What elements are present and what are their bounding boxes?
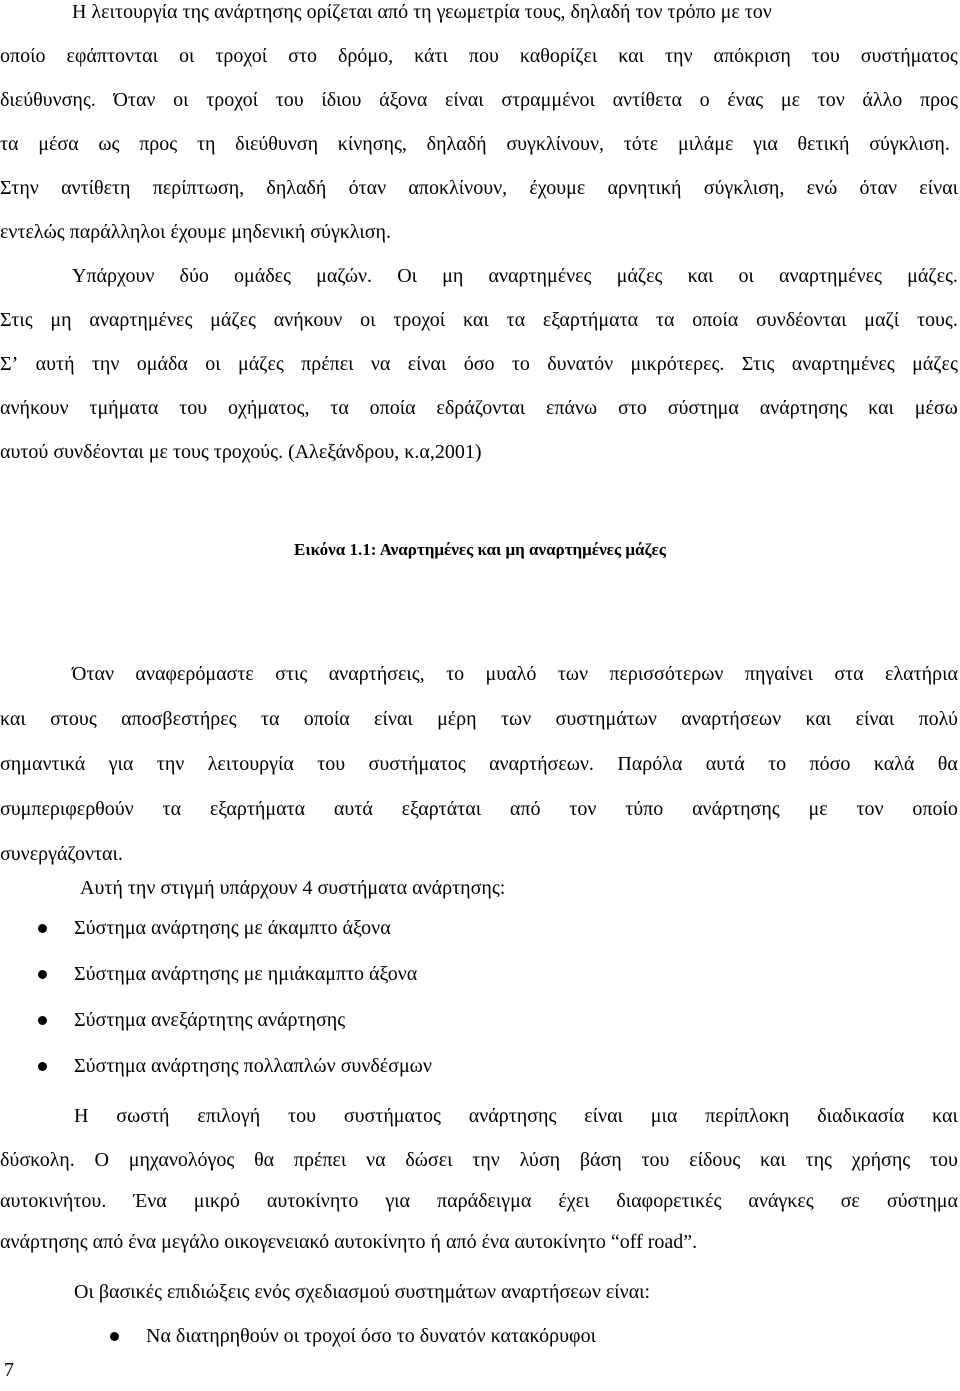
goals-item-label: Να διατηρηθούν οι τροχοί όσο το δυνατόν κατακόρυφοι <box>146 1325 596 1347</box>
word: όσο <box>463 353 495 375</box>
word: οι <box>360 309 376 331</box>
word: μικρό <box>193 1190 240 1212</box>
p4-line-3 <box>0 1189 958 1213</box>
word: τύπο <box>625 798 664 820</box>
word: και <box>618 45 645 67</box>
word: οποία <box>303 708 350 730</box>
p3-line-1 <box>72 662 958 686</box>
word: διεύθυνσης. <box>0 89 96 111</box>
word: με <box>808 798 828 820</box>
p3-line-2 <box>0 707 958 731</box>
word: να <box>370 353 391 375</box>
word: μη <box>50 309 72 331</box>
word: όταν <box>348 177 387 199</box>
word: καλά <box>873 753 915 775</box>
word: ο <box>699 89 710 111</box>
word: εξαρτήματα <box>209 798 306 820</box>
word: έχουμε <box>529 177 586 199</box>
word: εδράζονται <box>436 397 526 419</box>
word: ως <box>98 133 120 155</box>
page-number: 7 <box>4 1359 14 1381</box>
word: στους <box>50 708 97 730</box>
word: βάση <box>579 1149 622 1171</box>
word: Η <box>74 1105 89 1127</box>
word: και <box>932 1105 958 1127</box>
word: πόσο <box>809 753 851 775</box>
word: συστήματος <box>343 1105 441 1127</box>
word: της <box>805 1149 832 1171</box>
word: μέρη <box>437 708 477 730</box>
word: με <box>780 89 800 111</box>
word: σωστή <box>116 1105 170 1127</box>
p1-line-1: Η λειτουργία της ανάρτησης ορίζεται από τη γεωμετρία τους, δηλαδή τον τρόπο με τον <box>72 1 772 23</box>
word: τα <box>260 708 280 730</box>
word: δηλαδή <box>266 177 327 199</box>
p2-line-1 <box>72 264 958 288</box>
word: μη <box>442 265 464 287</box>
word: που <box>468 45 499 67</box>
word: διαφορετικές <box>616 1190 722 1212</box>
word: στο <box>618 397 647 419</box>
word: οποία <box>692 309 739 331</box>
word: τη <box>196 133 216 155</box>
word: τους. <box>916 309 958 331</box>
word: τον <box>817 89 845 111</box>
word: ομάδες <box>234 265 291 287</box>
word: σε <box>840 1190 860 1212</box>
bullet-icon <box>38 1062 47 1071</box>
word: οι <box>178 45 195 67</box>
word: στα <box>834 663 864 685</box>
word: είδους <box>689 1149 741 1171</box>
word: τον <box>856 798 884 820</box>
word: σύστημα <box>667 397 739 419</box>
word: μυαλό <box>485 663 537 685</box>
p1-line-6: εντελώς παράλληλοι έχουμε μηδενική σύγκλιση. <box>0 221 391 243</box>
word: αναρτήσεων <box>681 708 782 730</box>
word: αυτά <box>333 798 373 820</box>
p4-line-2 <box>0 1148 958 1172</box>
p1-line-5 <box>0 176 958 200</box>
word: τα <box>506 309 526 331</box>
word: είναι <box>444 89 484 111</box>
word: μάζες <box>210 309 256 331</box>
word: του <box>275 89 304 111</box>
word: και <box>0 708 26 730</box>
word: οποίο <box>912 798 958 820</box>
word: είναι <box>584 1105 623 1127</box>
word: τα <box>0 133 19 155</box>
word: είναι <box>374 708 413 730</box>
word: οποία <box>369 397 416 419</box>
word: μέσω <box>914 397 958 419</box>
word: σύστημα <box>886 1190 958 1212</box>
word: σημαντικά <box>0 753 86 775</box>
word: ένας <box>727 89 764 111</box>
word: τον <box>569 798 597 820</box>
word: συστημάτων <box>555 708 657 730</box>
word: των <box>500 708 532 730</box>
word: οχήματος, <box>227 397 310 419</box>
p4-line-4: ανάρτησης από ένα μεγάλο οικογενειακό αυτοκίνητο ή από ένα αυτοκίνητο “off road”. <box>0 1231 698 1253</box>
word: αναρτημένες <box>779 265 882 287</box>
word: μάζες <box>912 353 958 375</box>
word: δυνατόν <box>547 353 614 375</box>
word: προς <box>919 89 958 111</box>
word: ανάγκες <box>748 1190 814 1212</box>
word: την <box>156 753 185 775</box>
word: τα <box>655 309 675 331</box>
word: πρέπει <box>301 353 354 375</box>
word: οι <box>173 89 189 111</box>
word: τα <box>330 397 349 419</box>
word: ανάρτησης <box>692 798 780 820</box>
word: τότε <box>623 133 659 155</box>
word: του <box>811 45 840 67</box>
word: του <box>179 397 208 419</box>
word: Στην <box>0 177 39 199</box>
word: μάζες <box>237 353 284 375</box>
word: μάζες <box>616 265 663 287</box>
word: Ένα <box>133 1190 167 1212</box>
word: και <box>868 397 894 419</box>
word: μέσα <box>38 133 79 155</box>
p2-line-4 <box>0 396 958 420</box>
word: και <box>760 1149 786 1171</box>
systems-item-label: Σύστημα ανάρτησης με άκαμπτο άξονα <box>74 917 391 939</box>
word: Οι <box>397 265 418 287</box>
bullet-icon <box>38 1016 47 1025</box>
word: συγκλίνουν, <box>506 133 604 155</box>
word: δρόμο, <box>337 45 394 67</box>
word: αναρτήσεων. <box>489 753 594 775</box>
word: στις <box>275 663 308 685</box>
word: πολύ <box>918 708 958 730</box>
word: μαζών. <box>316 265 373 287</box>
word: του <box>929 1149 958 1171</box>
p3-line-3 <box>0 752 958 776</box>
figure-caption: Εικόνα 1.1: Αναρτημένες και μη αναρτημένες μάζες <box>294 540 666 559</box>
word: κάτι <box>414 45 448 67</box>
word: του <box>641 1149 670 1171</box>
word: συστήματος <box>860 45 958 67</box>
word: παράδειγμα <box>437 1190 532 1212</box>
word: σύγκλιση, <box>703 177 785 199</box>
word: Σ’ <box>0 353 19 375</box>
word: ίδιου <box>321 89 362 111</box>
systems-item-label: Σύστημα ανεξάρτητης ανάρτησης <box>74 1009 346 1031</box>
word: άξονα <box>379 89 428 111</box>
word: μιλάμε <box>677 133 734 155</box>
p1-line-4 <box>0 132 950 156</box>
word: του <box>317 753 346 775</box>
word: πρέπει <box>293 1149 347 1171</box>
word: Στις <box>741 353 775 375</box>
word: όταν <box>859 177 898 199</box>
word: και <box>687 265 714 287</box>
p2-line-2 <box>0 308 958 332</box>
word: τροχοί <box>206 89 259 111</box>
word: Παρόλα <box>617 753 683 775</box>
word: τα <box>162 798 182 820</box>
systems-item-label: Σύστημα ανάρτησης με ημιάκαμπτο άξονα <box>74 963 418 985</box>
systems-intro: Αυτή την στιγμή υπάρχουν 4 συστήματα ανάρτησης: <box>80 877 506 899</box>
word: ομάδα <box>136 353 188 375</box>
word: αυτά <box>705 753 745 775</box>
word: εφάπτονται <box>66 45 158 67</box>
word: την <box>91 353 120 375</box>
word: τμήματα <box>89 397 159 419</box>
word: Όταν <box>113 89 156 111</box>
word: Στις <box>0 309 33 331</box>
word: αναρτημένες <box>89 309 193 331</box>
word: ανάρτησης <box>468 1105 557 1127</box>
word: μια <box>650 1105 678 1127</box>
systems-item-label: Σύστημα ανάρτησης πολλαπλών συνδέσμων <box>74 1055 432 1077</box>
word: Υπάρχουν <box>72 265 155 287</box>
word: λύση <box>519 1149 561 1171</box>
p3-line-4 <box>0 797 958 821</box>
word: των <box>557 663 588 685</box>
word: μικρότερες. <box>630 353 725 375</box>
word: το <box>446 663 465 685</box>
word: δηλαδή <box>426 133 487 155</box>
word: δύσκολη. <box>0 1149 75 1171</box>
word: Όταν <box>72 663 115 685</box>
word: αναφερόμαστε <box>135 663 254 685</box>
word: ανήκουν <box>0 397 69 419</box>
word: το <box>511 353 530 375</box>
word: εξαρτάται <box>401 798 482 820</box>
word: και <box>805 708 832 730</box>
word: αυτοκίνητο <box>266 1190 359 1212</box>
word: συστήματος <box>368 753 466 775</box>
word: οποίο <box>0 45 46 67</box>
word: για <box>108 753 134 775</box>
word: του <box>288 1105 316 1127</box>
word: ανάρτησης <box>759 397 848 419</box>
word: αντίθετη <box>61 177 131 199</box>
word: διαδικασία <box>817 1105 905 1127</box>
word: μάζες. <box>907 265 958 287</box>
word: συνδέονται <box>755 309 847 331</box>
word: άλλο <box>862 89 903 111</box>
word: αυτοκινήτου. <box>0 1190 107 1212</box>
p2-line-5: αυτού συνδέονται με τους τροχούς. (Αλεξάνδρου, κ.α,2001) <box>0 441 482 463</box>
word: πηγαίνει <box>744 663 813 685</box>
word: το <box>768 753 787 775</box>
p1-line-2 <box>0 44 958 68</box>
word: στραμμένοι <box>501 89 595 111</box>
p3-line-5: συνεργάζονται. <box>0 843 123 865</box>
word: εξαρτήματα <box>542 309 639 331</box>
word: έχει <box>558 1190 590 1212</box>
word: μηχανολόγος <box>128 1149 235 1171</box>
word: ελατήρια <box>885 663 958 685</box>
word: αυτή <box>35 353 75 375</box>
word: στο <box>288 45 317 67</box>
word: αναρτημένες <box>488 265 592 287</box>
word: τροχοί <box>215 45 268 67</box>
word: καθορίζει <box>519 45 598 67</box>
word: θετική <box>797 133 850 155</box>
word: ενώ <box>806 177 838 199</box>
word: περίπλοκη <box>705 1105 790 1127</box>
word: θα <box>254 1149 275 1171</box>
word: αναρτημένες <box>791 353 895 375</box>
word: αποσβεστήρες <box>121 708 237 730</box>
word: για <box>385 1190 411 1212</box>
p1-line-3 <box>0 88 958 112</box>
word: τροχοί <box>393 309 446 331</box>
bullet-icon <box>38 924 47 933</box>
word: απόκριση <box>713 45 791 67</box>
word: αποκλίνουν, <box>408 177 508 199</box>
word: ανήκουν <box>273 309 343 331</box>
word: οι <box>205 353 221 375</box>
word: κίνησης, <box>337 133 407 155</box>
word: την <box>665 45 693 67</box>
word: περίπτωση, <box>152 177 245 199</box>
p2-line-3 <box>0 352 958 376</box>
word: επάνω <box>546 397 598 419</box>
word: για <box>753 133 778 155</box>
word: αναρτήσεις, <box>328 663 425 685</box>
word: προς <box>139 133 178 155</box>
goals-intro: Οι βασικές επιδιώξεις ενός σχεδιασμού συστημάτων αναρτήσεων είναι: <box>74 1281 651 1303</box>
word: οι <box>738 265 754 287</box>
bullet-icon <box>38 970 47 979</box>
word: είναι <box>855 708 895 730</box>
word: Ο <box>94 1149 109 1171</box>
word: λειτουργία <box>207 753 294 775</box>
word: την <box>472 1149 500 1171</box>
word: μαζί <box>864 309 900 331</box>
p4-line-1 <box>74 1104 958 1128</box>
word: σύγκλιση. <box>869 133 950 155</box>
word: είναι <box>919 177 958 199</box>
word: είναι <box>407 353 447 375</box>
word: αρνητική <box>607 177 682 199</box>
word: δώσει <box>405 1149 453 1171</box>
word: να <box>366 1149 386 1171</box>
bullet-icon <box>110 1332 119 1341</box>
word: θα <box>937 753 958 775</box>
word: διεύθυνση <box>235 133 319 155</box>
word: συμπεριφερθούν <box>0 798 134 820</box>
word: δύο <box>179 265 209 287</box>
word: χρήσης <box>851 1149 911 1171</box>
word: αντίθετα <box>612 89 682 111</box>
word: από <box>509 798 541 820</box>
word: περισσότερων <box>609 663 724 685</box>
word: επιλογή <box>197 1105 261 1127</box>
word: και <box>462 309 489 331</box>
